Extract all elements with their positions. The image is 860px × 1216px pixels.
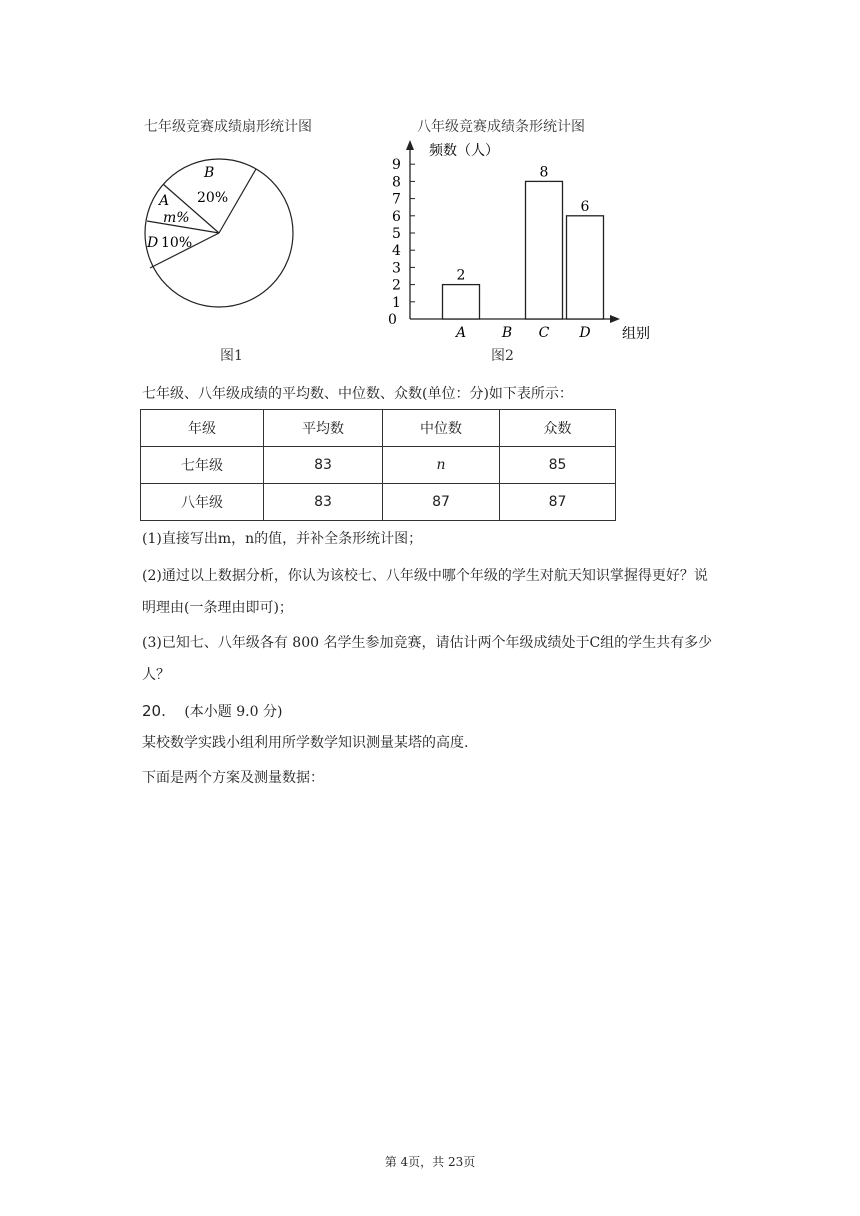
bar-chart — [380, 136, 670, 342]
pie-chart — [130, 150, 310, 330]
question-1: (1)直接写出m，n的值，并补全条形统计图； — [142, 531, 423, 547]
y-tick-label: 2 — [392, 277, 401, 294]
pie-label-d: D — [147, 235, 159, 251]
question-3-line-2: 人？ — [142, 667, 170, 683]
y-tick-label: 0 — [388, 312, 397, 328]
y-tick-label: 4 — [392, 243, 401, 260]
bar — [443, 285, 480, 319]
table-cell: 83 — [264, 484, 383, 521]
bar-chart-xlabel: 组别 — [622, 326, 650, 342]
pie-chart-title: 七年级竞赛成绩扇形统计图 — [144, 119, 312, 135]
y-tick-label: 1 — [392, 294, 401, 311]
bar — [567, 216, 604, 319]
bar-value-label: 8 — [539, 164, 549, 181]
bar-chart-ylabel: 频数（人） — [429, 143, 499, 159]
table-cell: n — [383, 447, 500, 484]
table-header-row — [141, 410, 616, 447]
pie-value-d: 10% — [161, 235, 193, 251]
question-20-number: 20. — [142, 702, 166, 720]
y-tick-label: 8 — [392, 174, 401, 191]
x-category-label: B — [501, 325, 513, 341]
table-header-cell: 平均数 — [264, 410, 383, 447]
bar-value-label: 2 — [456, 267, 466, 284]
table-header-cell: 年级 — [141, 410, 264, 447]
table-cell: 87 — [500, 484, 616, 521]
question-2-line-1: (2)通过以上数据分析，你认为该校七、八年级中哪个年级的学生对航天知识掌握得更好？说 — [142, 568, 708, 584]
question-2-line-2: 明理由(一条理由即可)； — [142, 600, 293, 616]
table-intro: 七年级、八年级成绩的平均数、中位数、众数(单位：分)如下表所示： — [142, 386, 573, 402]
y-tick-label: 5 — [392, 226, 401, 242]
table-cell: 85 — [500, 447, 616, 484]
table-row — [141, 447, 616, 484]
grades-table — [140, 409, 616, 521]
bar-chart-caption: 图2 — [491, 348, 514, 364]
bar-chart-title: 八年级竞赛成绩条形统计图 — [417, 119, 585, 135]
pie-chart-caption: 图1 — [220, 348, 243, 364]
question-20-line-1: 某校数学实践小组利用所学数学知识测量某塔的高度. — [142, 735, 469, 751]
table-cell: 七年级 — [141, 447, 264, 484]
x-category-label: C — [538, 325, 550, 341]
table-cell: 83 — [264, 447, 383, 484]
pie-label-b: B — [204, 165, 215, 181]
x-category-label: D — [579, 325, 591, 341]
table-cell: 八年级 — [141, 484, 264, 521]
pie-value-a: m% — [163, 210, 190, 226]
y-tick-label: 6 — [392, 208, 401, 225]
question-20-points: (本小题 9.0 分) — [184, 704, 283, 720]
table-row — [141, 484, 616, 521]
x-category-label: A — [455, 325, 467, 341]
bar — [526, 181, 563, 319]
table-cell: 87 — [383, 484, 500, 521]
table-header-cell: 众数 — [500, 410, 616, 447]
y-tick-label: 9 — [392, 157, 401, 174]
question-20-header — [142, 701, 282, 721]
question-20-line-2: 下面是两个方案及测量数据： — [142, 770, 324, 786]
question-3-line-1: (3)已知七、八年级各有 800 名学生参加竞赛，请估计两个年级成绩处于C组的学生共有多少 — [142, 635, 713, 651]
pie-value-b: 20% — [197, 190, 229, 206]
y-tick-label: 7 — [392, 191, 401, 208]
bar-chart-marks — [388, 140, 620, 341]
y-tick-label: 3 — [392, 260, 401, 277]
x-axis-arrow — [610, 315, 620, 323]
pie-label-a: A — [159, 193, 170, 209]
bar-value-label: 6 — [580, 198, 590, 215]
page-footer: 第 4页，共 23页 — [384, 1155, 476, 1169]
table-header-cell: 中位数 — [383, 410, 500, 447]
y-axis-arrow — [406, 140, 414, 150]
